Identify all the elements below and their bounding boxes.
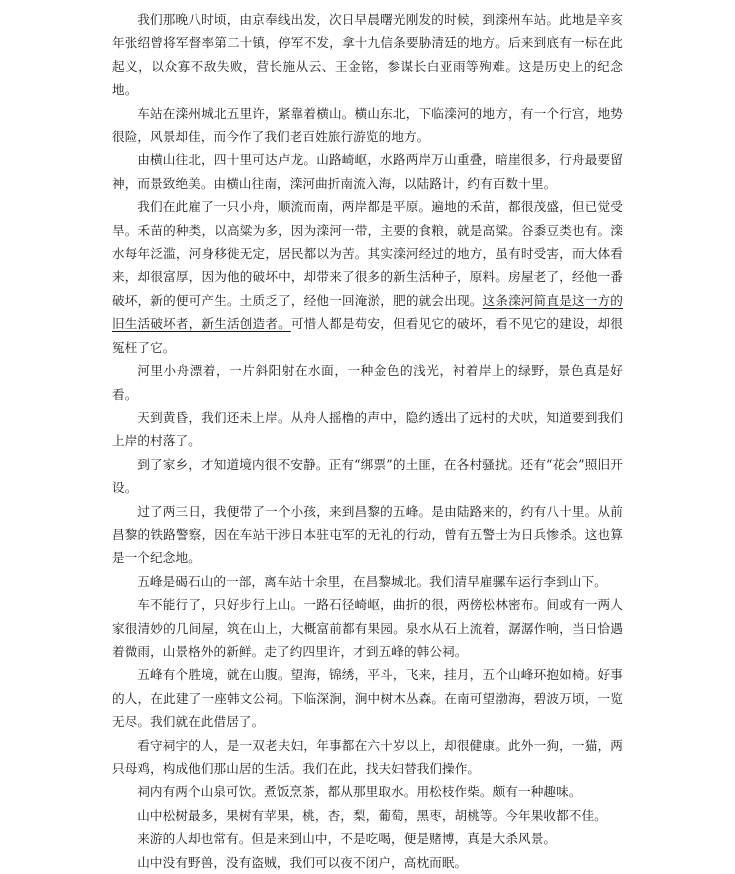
paragraph-8: 过了两三日，我便带了一个小孩，来到昌黎的五峰。是由陆路来的，约有八十里。从前昌黎的铁路警察，因在车站干涉日本驻屯军的无礼的行动，曾有五警士为日兵惨杀。这也算是一个纪念地。: [112, 503, 623, 566]
paragraph-5: 河里小舟漂着，一片斜阳射在水面，一种金色的浅光，衬着岸上的绿野，景色真是好看。: [112, 363, 623, 402]
paragraph-9: 五峰是碣石山的一部，离车站十余里，在昌黎城北。我们清早雇骡车运行李到山下。: [137, 573, 607, 589]
paragraph-4: [112, 195, 623, 359]
paragraph-12: 看守祠宇的人，是一双老夫妇，年事都在六十岁以上，却很健康。此外一狗，一猫，两只母鸡，构成他们那山居的生活。我们在此，找夫妇替我们操作。: [112, 737, 623, 776]
paragraph-4-text-before: 我们在此雇了一只小舟，顺流而南，两岸都是平原。遍地的禾苗，都很茂盛，但已觉受旱。禾苗的种类，以高粱为多，因为滦河一带，主要的食粮，就是高粱。谷黍豆类也有。滦水每年泛滥，河身移徙无定，居民都以为苦。其实滦河经过的地方，虽有时受害，而大体看来，却很富厚，因为他的破坏中，却带来了很多的新生活种子，原料。房屋老了，经他一番破坏，新的便可产生。土质乏了，经他一回淹淤，肥的就会出现。: [112, 199, 623, 308]
paragraph-7: 到了家乡，才知道境内很不安静。正有“绑票”的土匪，在各村骚扰。还有“花会”照旧开设。: [112, 456, 623, 496]
paragraph-14: 山中松树最多，果树有苹果，桃，杏，梨，葡萄，黑枣，胡桃等。今年果收都不佳。: [137, 807, 607, 823]
paragraph-13: 祠内有两个山泉可饮。煮饭烹茶，都从那里取水。用松枝作柴。颇有一种趣味。: [137, 784, 582, 800]
paragraph-4-text-after: 可惜人都是苟安，但看见它的破坏，看不见它的建设，却很冤枉了它。: [112, 316, 623, 355]
paragraph-10: 车不能行了，只好步行上山。一路石径崎岖，曲折的很，两傍松林密布。间或有一两人家很清妙的几间屋，筑在山上，大概富前都有果园。泉水从石上流着，潺潺作响，当日恰遇着微雨，山景格外的新鲜。走了约四里许，才到五峰的韩公祠。: [112, 597, 623, 659]
paragraph-2: 车站在滦州城北五里许，紧靠着横山。横山东北，下临滦河的地方，有一个行宫，地势很险，风景却佳，而今作了我们老百姓旅行游览的地方。: [112, 105, 623, 145]
paragraph-11: 五峰有个胜境，就在山腹。望海，锦绣，平斗，飞来，挂月，五个山峰环抱如椅。好事的人，在此建了一座韩文公祠。下临深涧，涧中树木丛森。在南可望渤海，碧波万顷，一览无尽。我们就在此借居了。: [112, 667, 623, 730]
paragraph-15: 来游的人却也常有。但是来到山中，不是吃喝，便是赌博，真是大杀风景。: [137, 831, 557, 847]
paragraph-3: 由横山往北，四十里可达卢龙。山路崎岖，水路两岸万山重叠，暗崖很多，行舟最要留神，而景致绝美。由横山往南，滦河曲折南流入海，以陆路计，约有百数十里。: [112, 152, 623, 191]
paragraph-6: 天到黄昏，我们还未上岸。从舟人摇橹的声中，隐约透出了远村的犬吠，知道要到我们上岸的村落了。: [112, 409, 623, 449]
paragraph-1: 我们那晚八时顷，由京奉线出发，次日早晨曙光刚发的时候，到滦州车站。此地是辛亥年张绍曾将军督率第二十镇，停军不发，拿十九信条要胁清廷的地方。后来到底有一标在此起义，以众寡不敌失败，营长施从云、王金铭，参谋长白亚雨等殉难。这是历史上的纪念地。: [112, 12, 623, 98]
paragraph-16: 山中没有野兽，没有盗贼，我们可以夜不闭户，高枕而眠。: [137, 854, 468, 870]
paragraph-4-underlined-text: 这条滦河简直是这一方的旧生活破坏者，新生活创造者。: [112, 292, 623, 332]
